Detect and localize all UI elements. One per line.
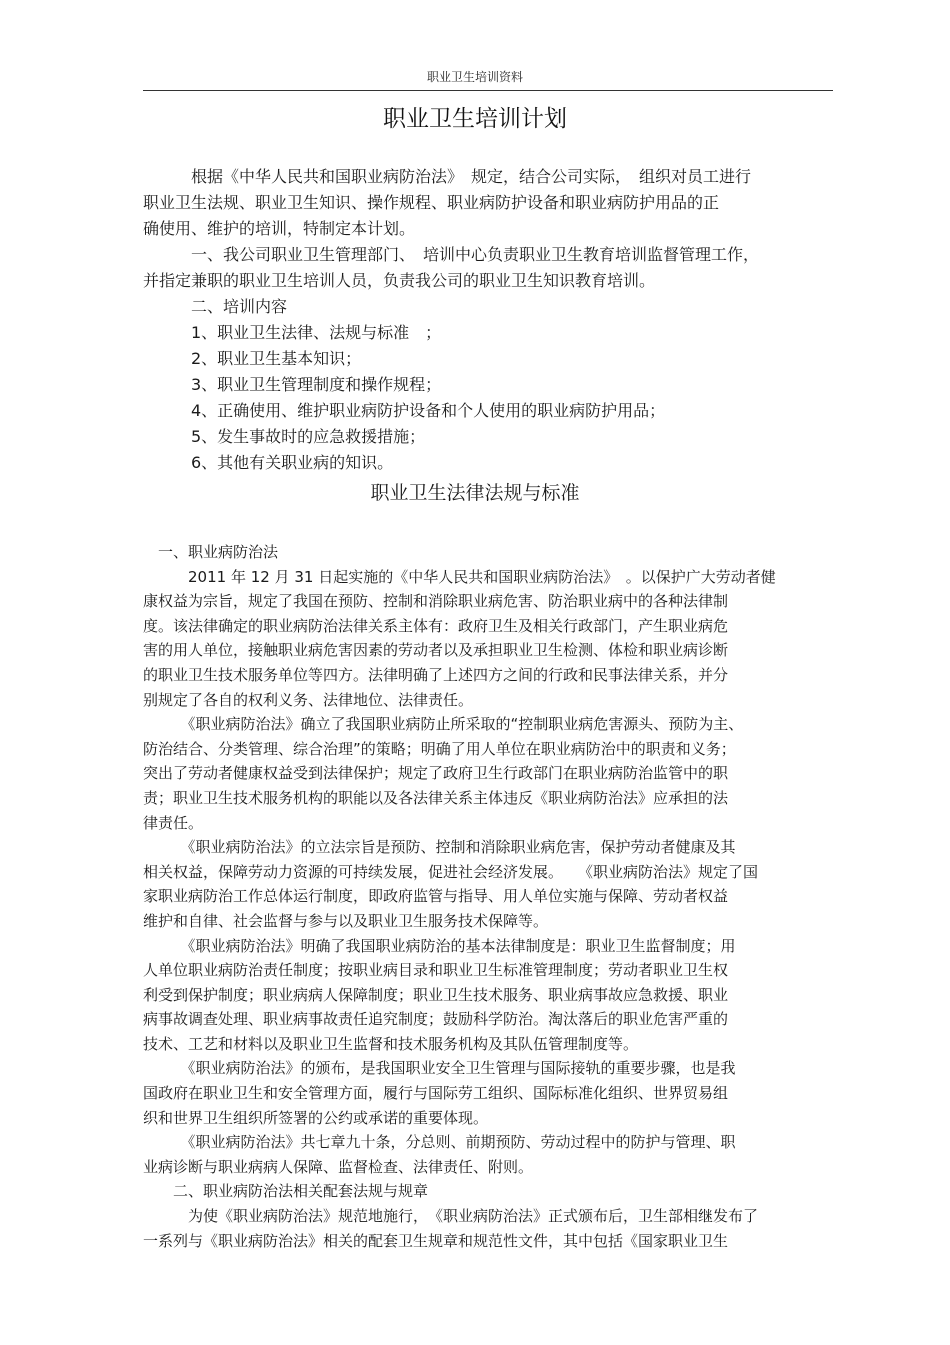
paragraph-line: 《职业病防治法》明确了我国职业病防治的基本法律制度是：职业卫生监督制度；用	[143, 936, 736, 955]
paragraph-line: 一、我公司职业卫生管理部门、 培训中心负责职业卫生教育培训监督管理工作，	[143, 245, 760, 264]
list-item: 3、职业卫生管理制度和操作规程；	[143, 375, 442, 394]
paragraph-line: 防治结合、分类管理、综合治理”的策略；明确了用人单位在职业病防治中的职责和义务；	[143, 739, 736, 758]
paragraph-line: 度。该法律确定的职业病防治法律关系主体有：政府卫生及相关行政部门，产生职业病危	[143, 616, 729, 635]
running-header: 职业卫生培训资料	[426, 70, 523, 84]
paragraph-line: 《职业病防治法》的立法宗旨是预防、控制和消除职业病危害，保护劳动者健康及其	[143, 838, 736, 857]
paragraph-line: 根据《中华人民共和国职业病防治法》 规定，结合公司实际， 组织对员工进行	[143, 167, 752, 186]
paragraph-line: 国政府在职业卫生和安全管理方面，履行与国际劳工组织、国际标准化组织、世界贸易组	[143, 1084, 729, 1103]
paragraph-line: 病事故调查处理、职业病事故责任追究制度；鼓励科学防治。淘汰落后的职业危害严重的	[143, 1010, 729, 1029]
paragraph-line: 律责任。	[143, 813, 204, 832]
paragraph-line: 《职业病防治法》的颁布，是我国职业安全卫生管理与国际接轨的重要步骤，也是我	[143, 1059, 736, 1078]
paragraph-line: 康权益为宗旨，规定了我国在预防、控制和消除职业病危害、防治职业病中的各种法律制	[143, 592, 729, 611]
paragraph-line: 技术、工艺和材料以及职业卫生监督和技术服务机构及其队伍管理制度等。	[143, 1034, 639, 1053]
paragraph-line: 相关权益，保障劳动力资源的可持续发展，促进社会经济发展。 《职业病防治法》规定了国	[143, 862, 759, 881]
paragraph-line: 职业卫生法规、职业卫生知识、操作规程、职业病防护设备和职业病防护用品的正	[143, 193, 720, 212]
paragraph-line: 责；职业卫生技术服务机构的职能以及各法律关系主体违反《职业病防治法》应承担的法	[143, 788, 729, 807]
law-standards-body	[143, 540, 833, 1253]
header-rule	[143, 90, 833, 91]
paragraph-line: 害的用人单位，接触职业病危害因素的劳动者以及承担职业卫生检测、体检和职业病诊断	[143, 641, 729, 660]
paragraph-line: 维护和自律、社会监督与参与以及职业卫生服务技术保障等。	[143, 911, 549, 930]
paragraph-line: 确使用、维护的培训，特制定本计划。	[143, 219, 416, 238]
paragraph-line: 人单位职业病防治责任制度；按职业病目录和职业卫生标准管理制度；劳动者职业卫生权	[143, 961, 729, 980]
section-heading: 一、职业病防治法	[143, 543, 279, 561]
paragraph-line: 织和世界卫生组织所签署的公约或承诺的重要体现。	[143, 1108, 489, 1127]
paragraph-line: 别规定了各自的权利义务、法律地位、法律责任。	[143, 690, 474, 709]
paragraph-line: 家职业病防治工作总体运行制度，即政府监管与指导、用人单位实施与保障、劳动者权益	[143, 887, 729, 906]
section-heading: 二、培训内容	[143, 297, 288, 316]
paragraph-line: 2011 年 12 月 31 日起实施的《中华人民共和国职业病防治法》 。以保护广大劳动者健	[143, 567, 776, 586]
paragraph-line: 一系列与《职业病防治法》相关的配套卫生规章和规范性文件，其中包括《国家职业卫生	[143, 1231, 729, 1250]
paragraph-line: 为使《职业病防治法》规范地施行， 《职业病防治法》正式颁布后，卫生部相继发布了	[143, 1207, 759, 1226]
paragraph-line: 的职业卫生技术服务单位等四方。法律明确了上述四方之间的行政和民事法律关系，并分	[143, 665, 729, 684]
paragraph-line: 利受到保护制度；职业病病人保障制度；职业卫生技术服务、职业病事故应急救援、职业	[143, 985, 729, 1004]
paragraph-line: 业病诊断与职业病病人保障、监督检查、法律责任、附则。	[143, 1157, 534, 1176]
paragraph-line: 突出了劳动者健康权益受到法律保护；规定了政府卫生行政部门在职业病防治监管中的职	[143, 764, 729, 783]
page-title: 职业卫生培训计划	[383, 106, 567, 132]
paragraph-line: 《职业病防治法》确立了我国职业病防止所采取的“控制职业病危害源头、预防为主、	[143, 715, 744, 734]
training-plan-body	[143, 164, 833, 476]
list-item: 5、发生事故时的应急救援措施；	[143, 427, 426, 446]
section-heading: 二、职业病防治法相关配套法规与规章	[143, 1182, 429, 1201]
list-item: 4、正确使用、维护职业病防护设备和个人使用的职业病防护用品；	[143, 401, 666, 420]
section-subtitle: 职业卫生法律法规与标准	[370, 482, 580, 504]
paragraph-line: 《职业病防治法》共七章九十条，分总则、前期预防、劳动过程中的防护与管理、职	[143, 1133, 736, 1152]
list-item: 6、其他有关职业病的知识。	[143, 453, 394, 472]
paragraph-line: 并指定兼职的职业卫生培训人员，负责我公司的职业卫生知识教育培训。	[143, 271, 656, 290]
list-item: 2、职业卫生基本知识；	[143, 349, 362, 368]
list-item: 1、职业卫生法律、法规与标准 ；	[143, 323, 442, 342]
